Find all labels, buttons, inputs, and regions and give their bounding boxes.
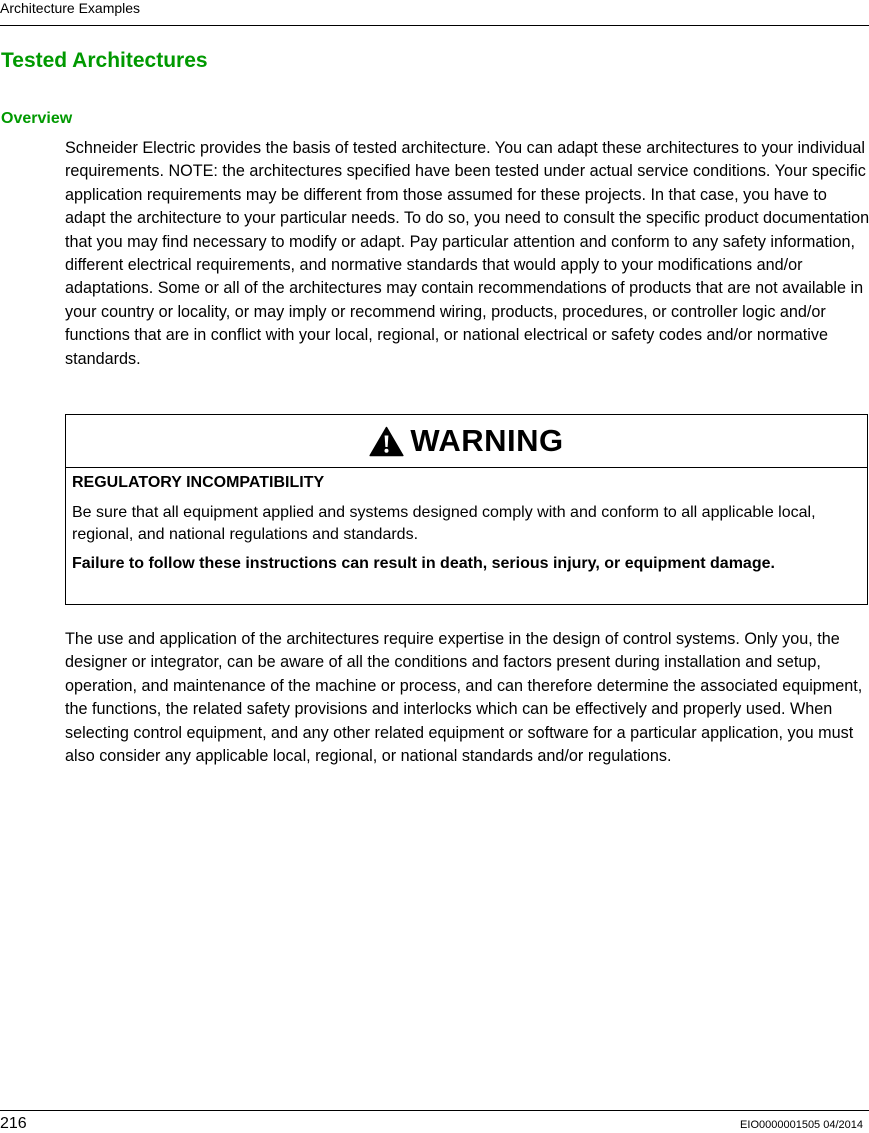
warning-subject: REGULATORY INCOMPATIBILITY <box>72 474 325 491</box>
warning-header <box>66 415 867 468</box>
warning-body <box>66 468 867 575</box>
footer-divider <box>0 1110 869 1111</box>
page-title: Tested Architectures <box>1 49 208 72</box>
warning-triangle-icon <box>369 426 404 457</box>
overview-heading: Overview <box>1 110 73 127</box>
header-divider <box>0 25 869 26</box>
overview-paragraph: Schneider Electric provides the basis of tested architecture. You can adapt these architectures to your individual requirements. NOTE: the architectures specified have been tested under actual service conditions. Your specific application requirements may be different from those assumed for these projects. In that case, you have to adapt the architecture to your particular needs. To do so, you need to consult the specific product documentation that you may find necessary to modify or adapt. Pay particular attention and conform to any safety information, different electrical requirements, and normative standards that would apply to your modifications and/or adaptations. Some or all of the architectures may contain recommendations of products that are not available in your country or locality, or may imply or recommend wiring, products, procedures, or controller logic and/or functions that are in conflict with your local, regional, or national electrical or safety codes and/or normative standards. <box>65 139 869 368</box>
document-reference: EIO0000001505 04/2014 <box>740 1119 863 1131</box>
warning-consequence: Failure to follow these instructions can result in death, serious injury, or equipment damage. <box>72 555 775 572</box>
warning-box <box>65 414 868 605</box>
page-number: 216 <box>0 1115 27 1132</box>
running-header-title: Architecture Examples <box>0 0 141 16</box>
warning-instruction: Be sure that all equipment applied and systems designed comply with and conform to all applicable local, regional, and national regulations and standards. <box>72 504 816 543</box>
warning-signal-word: WARNING <box>410 423 564 458</box>
closing-paragraph: The use and application of the architectures require expertise in the design of control systems. Only you, the designer or integrator, can be aware of all the conditions and factors present during installation and setup, operation, and maintenance of the machine or process, and can therefore determine the associated equipment, the functions, the related safety provisions and interlocks which can be effectively and properly used. When selecting control equipment, and any other related equipment or software for a particular application, you must also consider any applicable local, regional, or national standards and/or regulations. <box>65 630 863 766</box>
